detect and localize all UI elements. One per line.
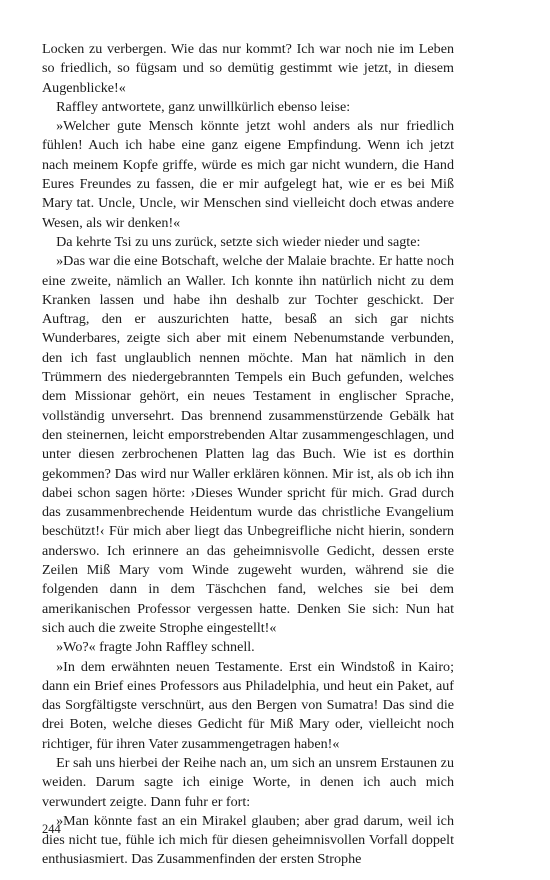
paragraph-6: »Wo?« fragte John Raffley schnell. [56,639,255,656]
paragraph-3: »Welcher gute Mensch könnte jetzt wohl anders als nur friedlich fühlen! Auch ich habe eine ganz eigene Empfindung. Wenn ich jetzt nach meinem Kopfe griffe, würde es mich gar nicht wundern, die Hand Eures Freundes zu fassen, die er mir aufgelegt hat, wie er es bei Miß Mary tat. Uncle, Uncle, wir Menschen sind vielleicht doch etwas andere Wesen, als wir denken!« [42,118,454,231]
page-number: 244 [42,822,61,836]
paragraph-8: Er sah uns hierbei der Reihe nach an, um sich an unsrem Erstaunen zu weiden. Darum sagte ich einige Worte, in denen ich auch mich verwundert zeigte. Dann fuhr er fort: [42,754,454,810]
paragraph-9: »Man könnte fast an ein Mirakel glauben; aber grad darum, weil ich dies nicht tue, fühle ich mich für diesen geheimnisvollen Vorfall doppelt enthusiasmiert. Das Zusammenfinden der ersten Strophe [42,812,454,868]
paragraph-4: Da kehrte Tsi zu uns zurück, setzte sich wieder nieder und sagte: [56,233,421,250]
paragraph-1: Locken zu verbergen. Wie das nur kommt? Ich war noch nie im Leben so friedlich, so fügsam und so demütig gestimmt wie jetzt, in diesem Augenblicke!« [42,41,454,96]
paragraph-7: »In dem erwähnten neuen Testamente. Erst ein Windstoß in Kairo; dann ein Brief eines Professors aus Philadelphia, und heut ein Paket, auf das Sorgfältigste verschnürt, aus den Bergen von Sumatra! Das sind die drei Boten, welche dieses Gedicht für Miß Mary oder, vielleicht noch richtiger, für ihren Vater zusammengetragen haben!« [42,658,454,752]
page-text-body [42,40,454,870]
paragraph-5: »Das war die eine Botschaft, welche der Malaie brachte. Er hatte noch eine zweite, nämlich an Waller. Ich konnte ihn natürlich nicht zu dem Kranken lassen und habe ihn deshalb zur Tochter geschickt. Der Auftrag, den er auszurichten hatte, besaß an sich gar nichts Wunderbares, zeigte sich aber mit einem Nebenumstande verbunden, den ich fast unglaublich nennen möchte. Man hat nämlich in den Trümmern des niedergebrannten Tempels ein Buch gefunden, welches dem Missionar gehört, ein neues Testament in englischer Sprache, vollständig unversehrt. Das brennend zusammenstürzende Gebälk hat den steinernen, leicht emporstrebenden Altar zusammengeschlagen, und unter diesen zerbrochenen Platten lag das Buch. Wie ist es dorthin gekommen? Das wird nur Waller erklären können. Mir ist, als ob ich ihn dabei schon sagen hörte: ›Dieses Wunder spricht für mich. Grad durch das zusammenbrechende Heidentum wurde das christliche Evangelium beschützt!‹ Für mich aber liegt das Unbegreifliche nicht hierin, sondern anderswo. Ich erinnere an das geheimnisvolle Gedicht, dessen erste Zeilen Miß Mary vom Winde zugeweht wurden, während sie die folgenden dann in dem Täschchen fand, welches sie bei dem amerikanischen Professor vergessen hatte. Denken Sie sich: Nun hat sich auch die zweite Strophe eingestellt!« [42,253,454,636]
paragraph-2: Raffley antwortete, ganz unwillkürlich ebenso leise: [56,98,351,115]
